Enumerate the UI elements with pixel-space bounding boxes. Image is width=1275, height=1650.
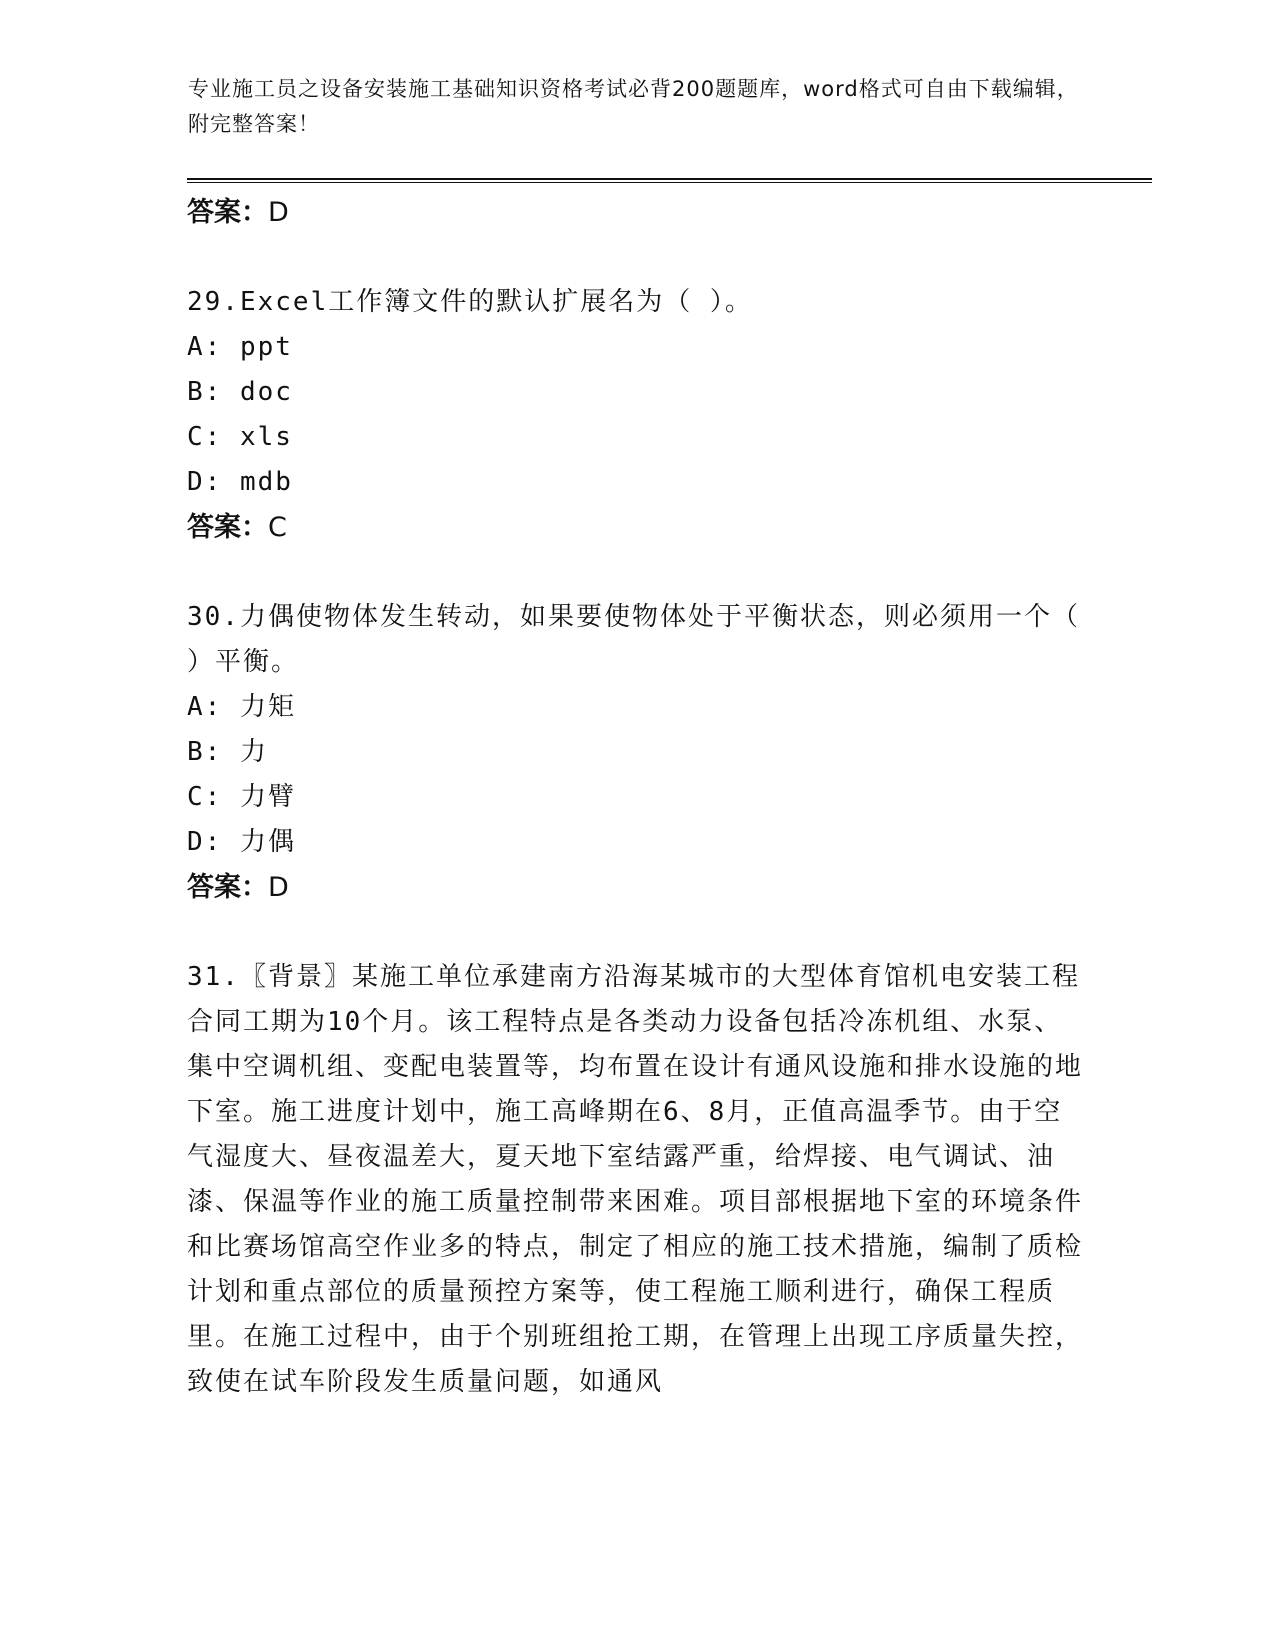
option-c: C: 力臂 xyxy=(187,782,296,812)
option-c: C: xls xyxy=(187,422,293,452)
question-text: 29.Excel工作簿文件的默认扩展名为（ ）。 xyxy=(187,287,753,317)
option-d: D: mdb xyxy=(187,467,293,497)
document-body xyxy=(187,190,1087,1405)
page-header xyxy=(188,72,1088,142)
answer-value: D xyxy=(268,872,289,903)
spacer xyxy=(187,910,1087,955)
option-a: A: ppt xyxy=(187,332,293,362)
option-d: D: 力偶 xyxy=(187,827,296,857)
question-29 xyxy=(187,280,1087,505)
answer-line-28 xyxy=(187,190,1087,235)
header-divider-thick xyxy=(187,178,1152,180)
answer-label: 答案： xyxy=(187,872,268,903)
answer-label: 答案： xyxy=(187,512,268,543)
answer-value: C xyxy=(268,512,287,543)
header-divider-thin xyxy=(187,182,1152,183)
question-text: 31.〖背景〗某施工单位承建南方沿海某城市的大型体育馆机电安装工程合同工期为10个月。该工程特点是各类动力设备包括冷冻机组、水泵、集中空调机组、变配电装置等，均布置在设计有通风设施和排水设施的地下室。施工进度计划中，施工高峰期在6、8月，正值高温季节。由于空气湿度大、昼夜温差大，夏天地下室结露严重，给焊接、电气调试、油漆、保温等作业的施工质量控制带来困难。项目部根据地下室的环境条件和比赛场馆高空作业多的特点，制定了相应的施工技术措施，编制了质检计划和重点部位的质量预控方案等，使工程施工顺利进行，确保工程质里。在施工过程中，由于个别班组抢工期，在管理上出现工序质量失控，致使在试车阶段发生质量问题，如通风 xyxy=(187,962,1084,1397)
option-b: B: doc xyxy=(187,377,293,407)
option-a: A: 力矩 xyxy=(187,692,296,722)
answer-line-30 xyxy=(187,865,1087,910)
header-divider xyxy=(187,178,1152,184)
header-text: 专业施工员之设备安装施工基础知识资格考试必背200题题库，word格式可自由下载编辑，附完整答案！ xyxy=(188,77,1079,136)
spacer xyxy=(187,550,1087,595)
answer-label: 答案： xyxy=(187,197,268,228)
answer-line-29 xyxy=(187,505,1087,550)
question-text: 30.力偶使物体发生转动，如果要使物体处于平衡状态，则必须用一个（ ）平衡。 xyxy=(187,602,1080,677)
question-30 xyxy=(187,595,1087,865)
spacer xyxy=(187,235,1087,280)
question-31 xyxy=(187,955,1087,1405)
answer-value: D xyxy=(268,197,289,228)
option-b: B: 力 xyxy=(187,737,268,767)
